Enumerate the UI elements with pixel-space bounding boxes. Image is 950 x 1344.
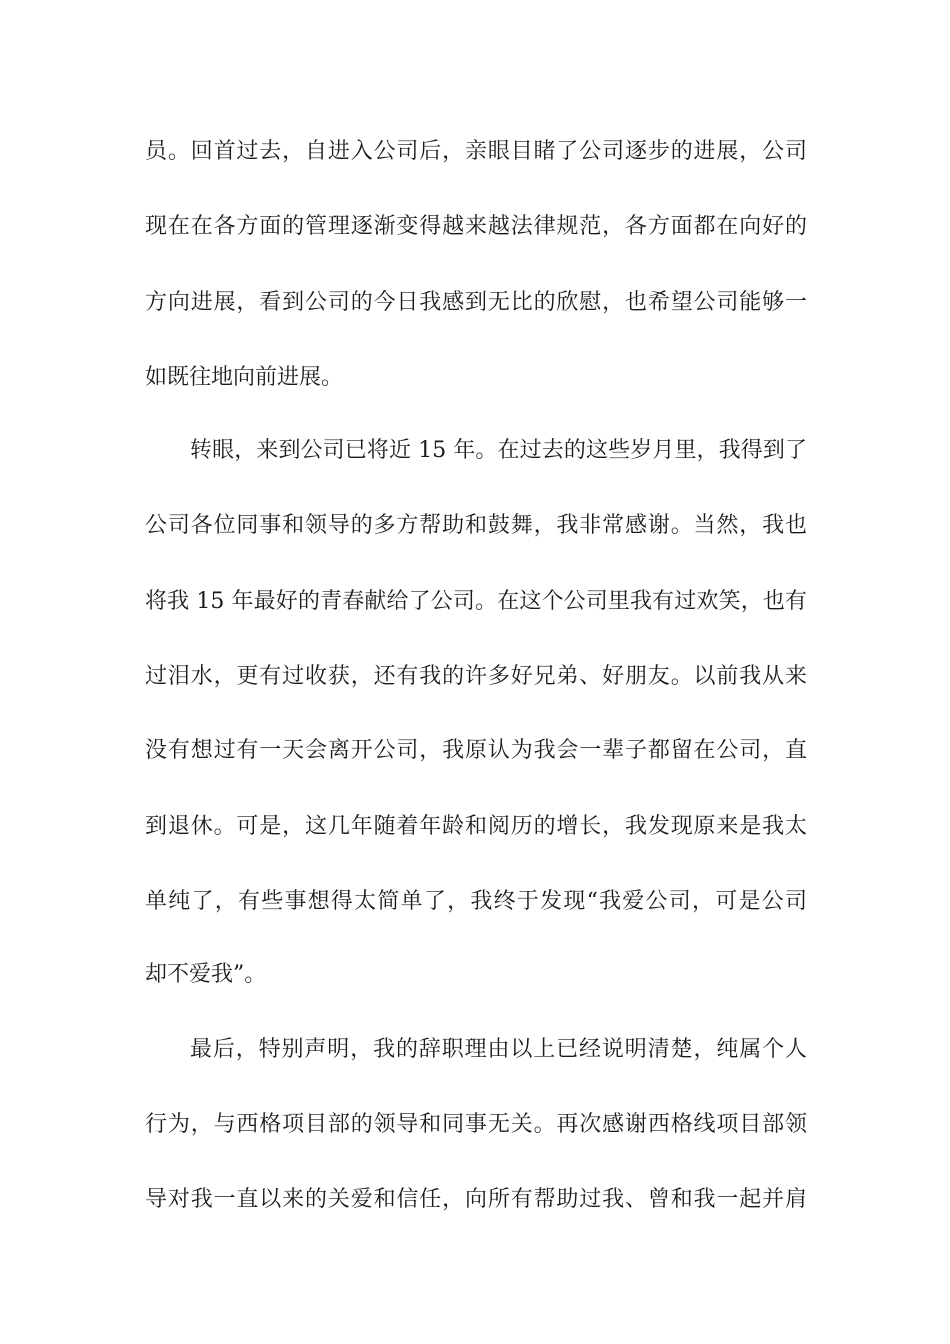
text-line: 过泪水，更有过收获，还有我的许多好兄弟、好朋友。以前我从来 bbox=[145, 664, 807, 689]
text-line: 单纯了，有些事想得太简单了，我终于发现“我爱公司，可是公司 bbox=[145, 889, 807, 914]
text-line: 转眼，来到公司已将近 15 年。在过去的这些岁月里，我得到了 bbox=[190, 438, 807, 463]
text-line: 如既往地向前进展。 bbox=[145, 365, 344, 390]
text-line: 到退休。可是，这几年随着年龄和阅历的增长，我发现原来是我太 bbox=[145, 814, 807, 839]
text-line: 却不爱我”。 bbox=[145, 962, 267, 987]
text-line: 公司各位同事和领导的多方帮助和鼓舞，我非常感谢。当然，我也 bbox=[145, 513, 807, 538]
text-line: 没有想过有一天会离开公司，我原认为我会一辈子都留在公司，直 bbox=[145, 738, 807, 763]
text-line: 现在在各方面的管理逐渐变得越来越法律规范，各方面都在向好的 bbox=[145, 214, 807, 239]
text-line: 导对我一直以来的关爱和信任，向所有帮助过我、曾和我一起并肩 bbox=[145, 1187, 807, 1212]
text-line: 最后，特别声明，我的辞职理由以上已经说明清楚，纯属个人 bbox=[190, 1037, 807, 1062]
text-line: 员。回首过去，自进入公司后，亲眼目睹了公司逐步的进展，公司 bbox=[145, 139, 807, 164]
text-line: 行为，与西格项目部的领导和同事无关。再次感谢西格线项目部领 bbox=[145, 1112, 807, 1137]
text-line: 将我 15 年最好的青春献给了公司。在这个公司里我有过欢笑，也有 bbox=[145, 589, 807, 614]
text-line: 方向进展，看到公司的今日我感到无比的欣慰，也希望公司能够一 bbox=[145, 290, 807, 315]
